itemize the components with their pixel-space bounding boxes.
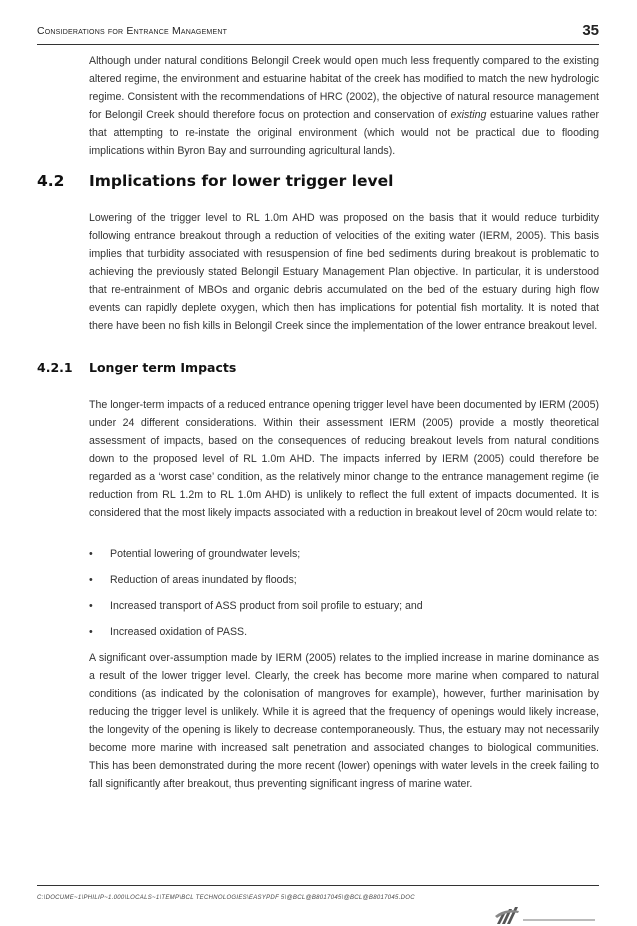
section-4-2-1-body [89, 396, 599, 522]
subsection-title: Longer term Impacts [89, 360, 237, 375]
page-footer [37, 885, 599, 901]
intro-text-1: Although under natural conditions Belongil Creek would open much less frequently compared to the existing altered regime, the environment and estuarine habitat of the creek has modified to match the new hydrologic regime. Consistent with the recommendations of HRC (2002), the objective of natural resource management for Belongil Creek should therefore focus on protection and conservation of [89, 55, 599, 121]
running-title: Considerations for Entrance Management [37, 25, 228, 37]
list-item [89, 597, 599, 623]
subsection-number: 4.2.1 [37, 360, 73, 375]
section-number: 4.2 [37, 172, 65, 190]
intro-block [89, 52, 599, 160]
intro-text-2: estuarine values rather that attempting to re-instate the original environment (which would not be practical due to flooding implications within Byron Bay and surrounding agricultural lands). [89, 109, 599, 157]
intro-italic: existing [450, 109, 487, 121]
list-item-text: Increased transport of ASS product from soil profile to estuary; and [110, 600, 423, 612]
list-item [89, 571, 599, 597]
list-item [89, 623, 599, 649]
section-4-2-body [89, 209, 599, 335]
section-heading-4-2 [37, 172, 393, 190]
section-4-2-paragraph: Lowering of the trigger level to RL 1.0m AHD was proposed on the basis that it would reduce turbidity following entrance breakout through a reduction of velocities of the exiting water (IERM, 2005). This basis implies that turbidity associated with resuspension of fine bed sediments during breakout is problematic to achieving the previously stated Belongil Estuary Management Plan objective. In particular, it is understood that re-entrainment of MBOs and organic debris accumulated on the bed of the estuary during high flow events can rapidly deplete oxygen, which then has implications for potential fish mortality. It is noted that there have been no fish kills in Belongil Creek since the implementation of the lower entrance breakout level. [89, 212, 599, 332]
section-4-2-1-paragraph-1: The longer-term impacts of a reduced entrance opening trigger level have been documented by IERM (2005) under 24 different considerations. Within their assessment IERM (2005) provide a mostly theoretical assessment of impacts, based on the consequences of reducing breakout levels from natural conditions down to the proposed level of RL 1.0m AHD. The impacts inferred by IERM (2005) could therefore be regarded as a ‘worst case’ condition, as the relatively minor change to the entrance management regime (ie reduction from RL 1.2m to RL 1.0m AHD) is unlikely to reflect the full extent of impacts documented. It is considered that the most likely impacts associated with a reduction in breakout level of 20cm would relate to: [89, 399, 599, 519]
list-item-text: Increased oxidation of PASS. [110, 626, 248, 638]
company-logo-icon [489, 902, 599, 926]
file-path: C:\DOCUME~1\PHILIP~1.000\LOCALS~1\TEMP\BCL TECHNOLOGIES\EASYPDF 5\@BCL@B8017045\@BCL@B8017045.DOC [37, 895, 415, 901]
section-title: Implications for lower trigger level [89, 172, 394, 190]
list-item-text: Reduction of areas inundated by floods; [110, 574, 297, 586]
subsection-heading-4-2-1 [37, 360, 236, 375]
section-4-2-1-paragraph-2: A significant over-assumption made by IERM (2005) relates to the implied increase in marine dominance as a result of the lower trigger level. Clearly, the creek has become more marine when compared to natural conditions (as indicated by the colonisation of mangroves for example), however, further marinisation by reducing the trigger level is unlikely. While it is agreed that the frequency of openings would likely increase, the longevity of the opening is likely to decrease contemporaneously. Thus, the estuary may not necessarily become more marine with increased salt penetration and associated changes to biological communities. This has been demonstrated during the more recent (lower) openings with water levels in the creek failing to fall significantly after breakout, thus preventing significant ingress of marine water. [89, 652, 599, 790]
section-4-2-1-body-2 [89, 649, 599, 793]
bullet-icon: • [89, 574, 93, 586]
impacts-list [89, 545, 599, 649]
list-item-text: Potential lowering of groundwater levels; [110, 548, 301, 560]
bullet-icon: • [89, 626, 93, 638]
page-number: 35 [582, 22, 599, 39]
intro-paragraph [89, 52, 599, 160]
page-header [37, 22, 599, 45]
list-item [89, 545, 599, 571]
bullet-icon: • [89, 548, 93, 560]
bullet-icon: • [89, 600, 93, 612]
